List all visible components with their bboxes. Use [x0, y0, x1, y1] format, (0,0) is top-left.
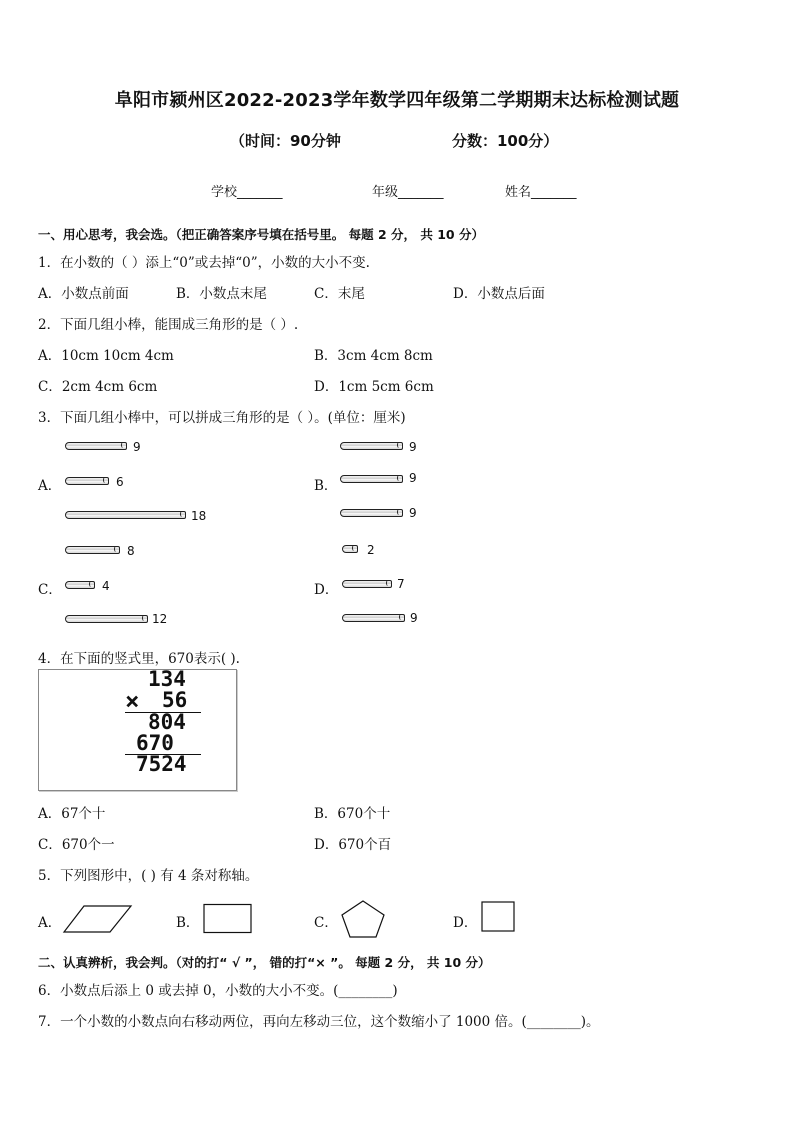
- stick-b-1-length: 9: [409, 440, 417, 454]
- stick-c-1-length: 8: [127, 544, 135, 558]
- times-sign: ×: [125, 687, 140, 715]
- stick-c-2: [65, 581, 95, 589]
- q5-option-b: B．: [176, 915, 200, 931]
- multiplier: 56: [162, 688, 188, 712]
- score-label: 分数：100分）: [452, 132, 559, 150]
- stick-b-2: [340, 475, 403, 483]
- vertical-multiplication: [38, 669, 237, 791]
- final-product: 7524: [136, 752, 187, 776]
- stick-c-3-length: 12: [152, 612, 168, 626]
- question-3: 3．下面几组小棒中，可以拼成三角形的是（ ）。(单位：厘米): [38, 410, 406, 426]
- question-2: 2．下面几组小棒，能围成三角形的是（ ）.: [38, 317, 299, 333]
- q2-option-b: B．3cm 4cm 8cm: [314, 348, 433, 364]
- time-label: （时间：90分钟: [230, 132, 341, 150]
- square-shape: [481, 901, 517, 933]
- stick-b-4-length: 2: [367, 543, 375, 557]
- stick-b-4: [342, 545, 358, 553]
- stick-b-2-length: 9: [409, 471, 417, 485]
- stick-b-1: [340, 442, 403, 450]
- stick-b-3-length: 9: [409, 506, 417, 520]
- stick-a-3-length: 18: [191, 509, 207, 523]
- q5-option-a: A．: [38, 915, 62, 931]
- page-title: 阜阳市颍州区2022-2023学年数学四年级第二学期期末达标检测试题: [114, 90, 680, 111]
- q4-option-d: D．670个百: [314, 837, 392, 853]
- stick-d-1: [342, 580, 392, 588]
- rectangle-shape: [203, 903, 253, 935]
- stick-b-3: [340, 509, 403, 517]
- question-7: 7．一个小数的小数点向右移动两位，再向左移动三位，这个数缩小了 1000 倍。(________)。: [38, 1014, 600, 1030]
- q2-option-c: C．2cm 4cm 6cm: [38, 379, 158, 395]
- q4-option-a: A．67个十: [38, 806, 106, 822]
- stick-c-1: [65, 546, 120, 554]
- q1-option-a: A．小数点前面: [38, 286, 129, 302]
- name-field: 姓名_______: [505, 185, 577, 200]
- stick-d-2-length: 9: [410, 611, 418, 625]
- q1-option-b: B．小数点末尾: [176, 286, 267, 302]
- grade-field: 年级_______: [372, 185, 444, 200]
- school-field: 学校_______: [211, 185, 283, 200]
- stick-d-2: [342, 614, 405, 622]
- partial-product-1: 804: [148, 710, 186, 734]
- stick-a-1: [65, 442, 127, 450]
- partial-product-2: 670: [136, 731, 174, 755]
- question-6: 6．小数点后添上 0 或去掉 0，小数的大小不变。(________): [38, 983, 398, 999]
- question-1: 1．在小数的（ ）添上“0”或去掉“0”，小数的大小不变.: [38, 255, 370, 271]
- question-4: 4．在下面的竖式里，670表示( ).: [38, 651, 240, 667]
- stick-c-3: [65, 615, 148, 623]
- stick-d-1-length: 7: [397, 577, 405, 591]
- section-2-heading: 二、认真辨析，我会判。（对的打“ √ ”， 错的打“× ”。 每题 2 分， 共 10 分）: [38, 955, 491, 970]
- q3-option-c: C．: [38, 582, 62, 598]
- parallelogram-shape: [62, 904, 134, 934]
- q3-option-b: B．: [314, 478, 338, 494]
- pentagon-shape: [340, 899, 386, 939]
- q4-option-b: B．670个十: [314, 806, 391, 822]
- q5-option-c: C．: [314, 915, 338, 931]
- stick-c-2-length: 4: [102, 579, 110, 593]
- q2-option-d: D．1cm 5cm 6cm: [314, 379, 434, 395]
- q4-option-c: C．670个一: [38, 837, 115, 853]
- q1-option-d: D．小数点后面: [453, 286, 545, 302]
- question-5: 5．下列图形中，( ) 有 4 条对称轴。: [38, 868, 259, 884]
- stick-a-3: [65, 511, 186, 519]
- stick-a-2-length: 6: [116, 475, 124, 489]
- stick-a-2: [65, 477, 109, 485]
- q3-option-d: D．: [314, 582, 339, 598]
- q3-option-a: A．: [38, 478, 62, 494]
- q1-option-c: C．末尾: [314, 286, 365, 302]
- q5-option-d: D．: [453, 915, 478, 931]
- q2-option-a: A．10cm 10cm 4cm: [38, 348, 174, 364]
- section-1-heading: 一、用心思考，我会选。（把正确答案序号填在括号里。 每题 2 分， 共 10 分）: [38, 227, 484, 242]
- stick-a-1-length: 9: [133, 440, 141, 454]
- multiplicand: 134: [148, 667, 186, 691]
